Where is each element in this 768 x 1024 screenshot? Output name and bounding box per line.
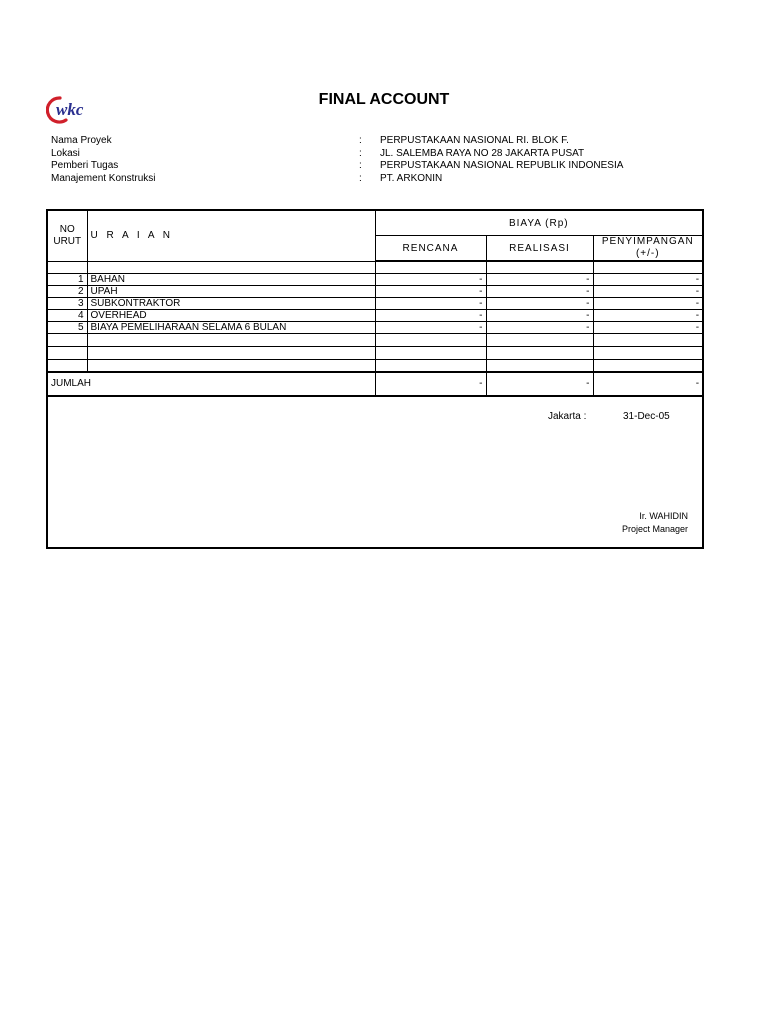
- colon: :: [359, 135, 362, 146]
- urut-header: URUT: [53, 235, 82, 247]
- location-row: [51, 148, 701, 161]
- row-no: 2: [47, 286, 87, 298]
- colon: :: [359, 173, 362, 185]
- table-row: [47, 286, 703, 298]
- row-no: 4: [47, 310, 87, 322]
- spacer-row: [47, 261, 703, 274]
- uraian-header: U R A I A N: [87, 210, 375, 261]
- biaya-header: BIAYA (Rp): [375, 210, 703, 236]
- row-rencana: -: [375, 298, 486, 310]
- jumlah-penyimpangan: -: [593, 372, 703, 396]
- penyimpangan-sign: (+/-): [635, 248, 660, 259]
- row-realisasi: -: [486, 322, 593, 334]
- row-uraian: BIAYA PEMELIHARAAN SELAMA 6 BULAN: [87, 322, 375, 334]
- no-header: NO: [59, 223, 75, 235]
- signatory-role: Project Manager: [621, 524, 688, 534]
- project-info: [51, 135, 701, 186]
- project-name-label: Nama Proyek: [51, 135, 112, 146]
- row-uraian: BAHAN: [87, 274, 375, 286]
- employer-value: PERPUSTAKAAN NASIONAL REPUBLIK INDONESIA: [380, 160, 624, 172]
- table-row: [47, 298, 703, 310]
- row-uraian: SUBKONTRAKTOR: [87, 298, 375, 310]
- empty-row: [47, 360, 703, 373]
- row-no: 5: [47, 322, 87, 334]
- signatory-name: Ir. WAHIDIN: [639, 511, 688, 521]
- colon: :: [359, 160, 362, 172]
- row-no: 1: [47, 274, 87, 286]
- rencana-header: RENCANA: [375, 236, 486, 262]
- row-rencana: -: [375, 322, 486, 334]
- empty-row: [47, 347, 703, 360]
- signature-place: Jakarta :: [548, 411, 587, 422]
- row-realisasi: -: [486, 298, 593, 310]
- final-account-table: [46, 209, 704, 397]
- jumlah-rencana: -: [375, 372, 486, 396]
- location-value: JL. SALEMBA RAYA NO 28 JAKARTA PUSAT: [380, 147, 585, 159]
- row-uraian: OVERHEAD: [87, 310, 375, 322]
- realisasi-header: REALISASI: [486, 236, 593, 262]
- total-row: [47, 372, 703, 396]
- penyimpangan-header: [593, 236, 703, 262]
- table-row: [47, 310, 703, 322]
- row-rencana: -: [375, 286, 486, 298]
- construction-manager-row: [51, 173, 701, 186]
- employer-row: [51, 160, 701, 173]
- project-name-row: [51, 135, 701, 148]
- row-rencana: -: [375, 310, 486, 322]
- row-realisasi: -: [486, 310, 593, 322]
- employer-label: Pemberi Tugas: [51, 160, 119, 172]
- project-name-value: PERPUSTAKAAN NASIONAL RI. BLOK F.: [380, 135, 569, 146]
- page-title: FINAL ACCOUNT: [318, 91, 450, 108]
- row-realisasi: -: [486, 274, 593, 286]
- no-urut-header: [47, 210, 87, 261]
- row-penyimpangan: -: [593, 274, 703, 286]
- row-rencana: -: [375, 274, 486, 286]
- colon: :: [359, 147, 362, 159]
- row-no: 3: [47, 298, 87, 310]
- table-row: [47, 274, 703, 286]
- row-penyimpangan: -: [593, 322, 703, 334]
- row-penyimpangan: -: [593, 310, 703, 322]
- signature-date: 31-Dec-05: [623, 411, 670, 422]
- empty-row: [47, 334, 703, 347]
- construction-manager-value: PT. ARKONIN: [380, 173, 443, 185]
- penyimpangan-label: PENYIMPANGAN: [601, 236, 694, 247]
- table-row: [47, 322, 703, 334]
- row-penyimpangan: -: [593, 298, 703, 310]
- location-label: Lokasi: [51, 147, 80, 159]
- row-realisasi: -: [486, 286, 593, 298]
- jumlah-realisasi: -: [486, 372, 593, 396]
- jumlah-label: JUMLAH: [47, 372, 375, 396]
- row-uraian: UPAH: [87, 286, 375, 298]
- row-penyimpangan: -: [593, 286, 703, 298]
- svg-text:wkc: wkc: [56, 100, 84, 119]
- construction-manager-label: Manajement Konstruksi: [51, 173, 156, 185]
